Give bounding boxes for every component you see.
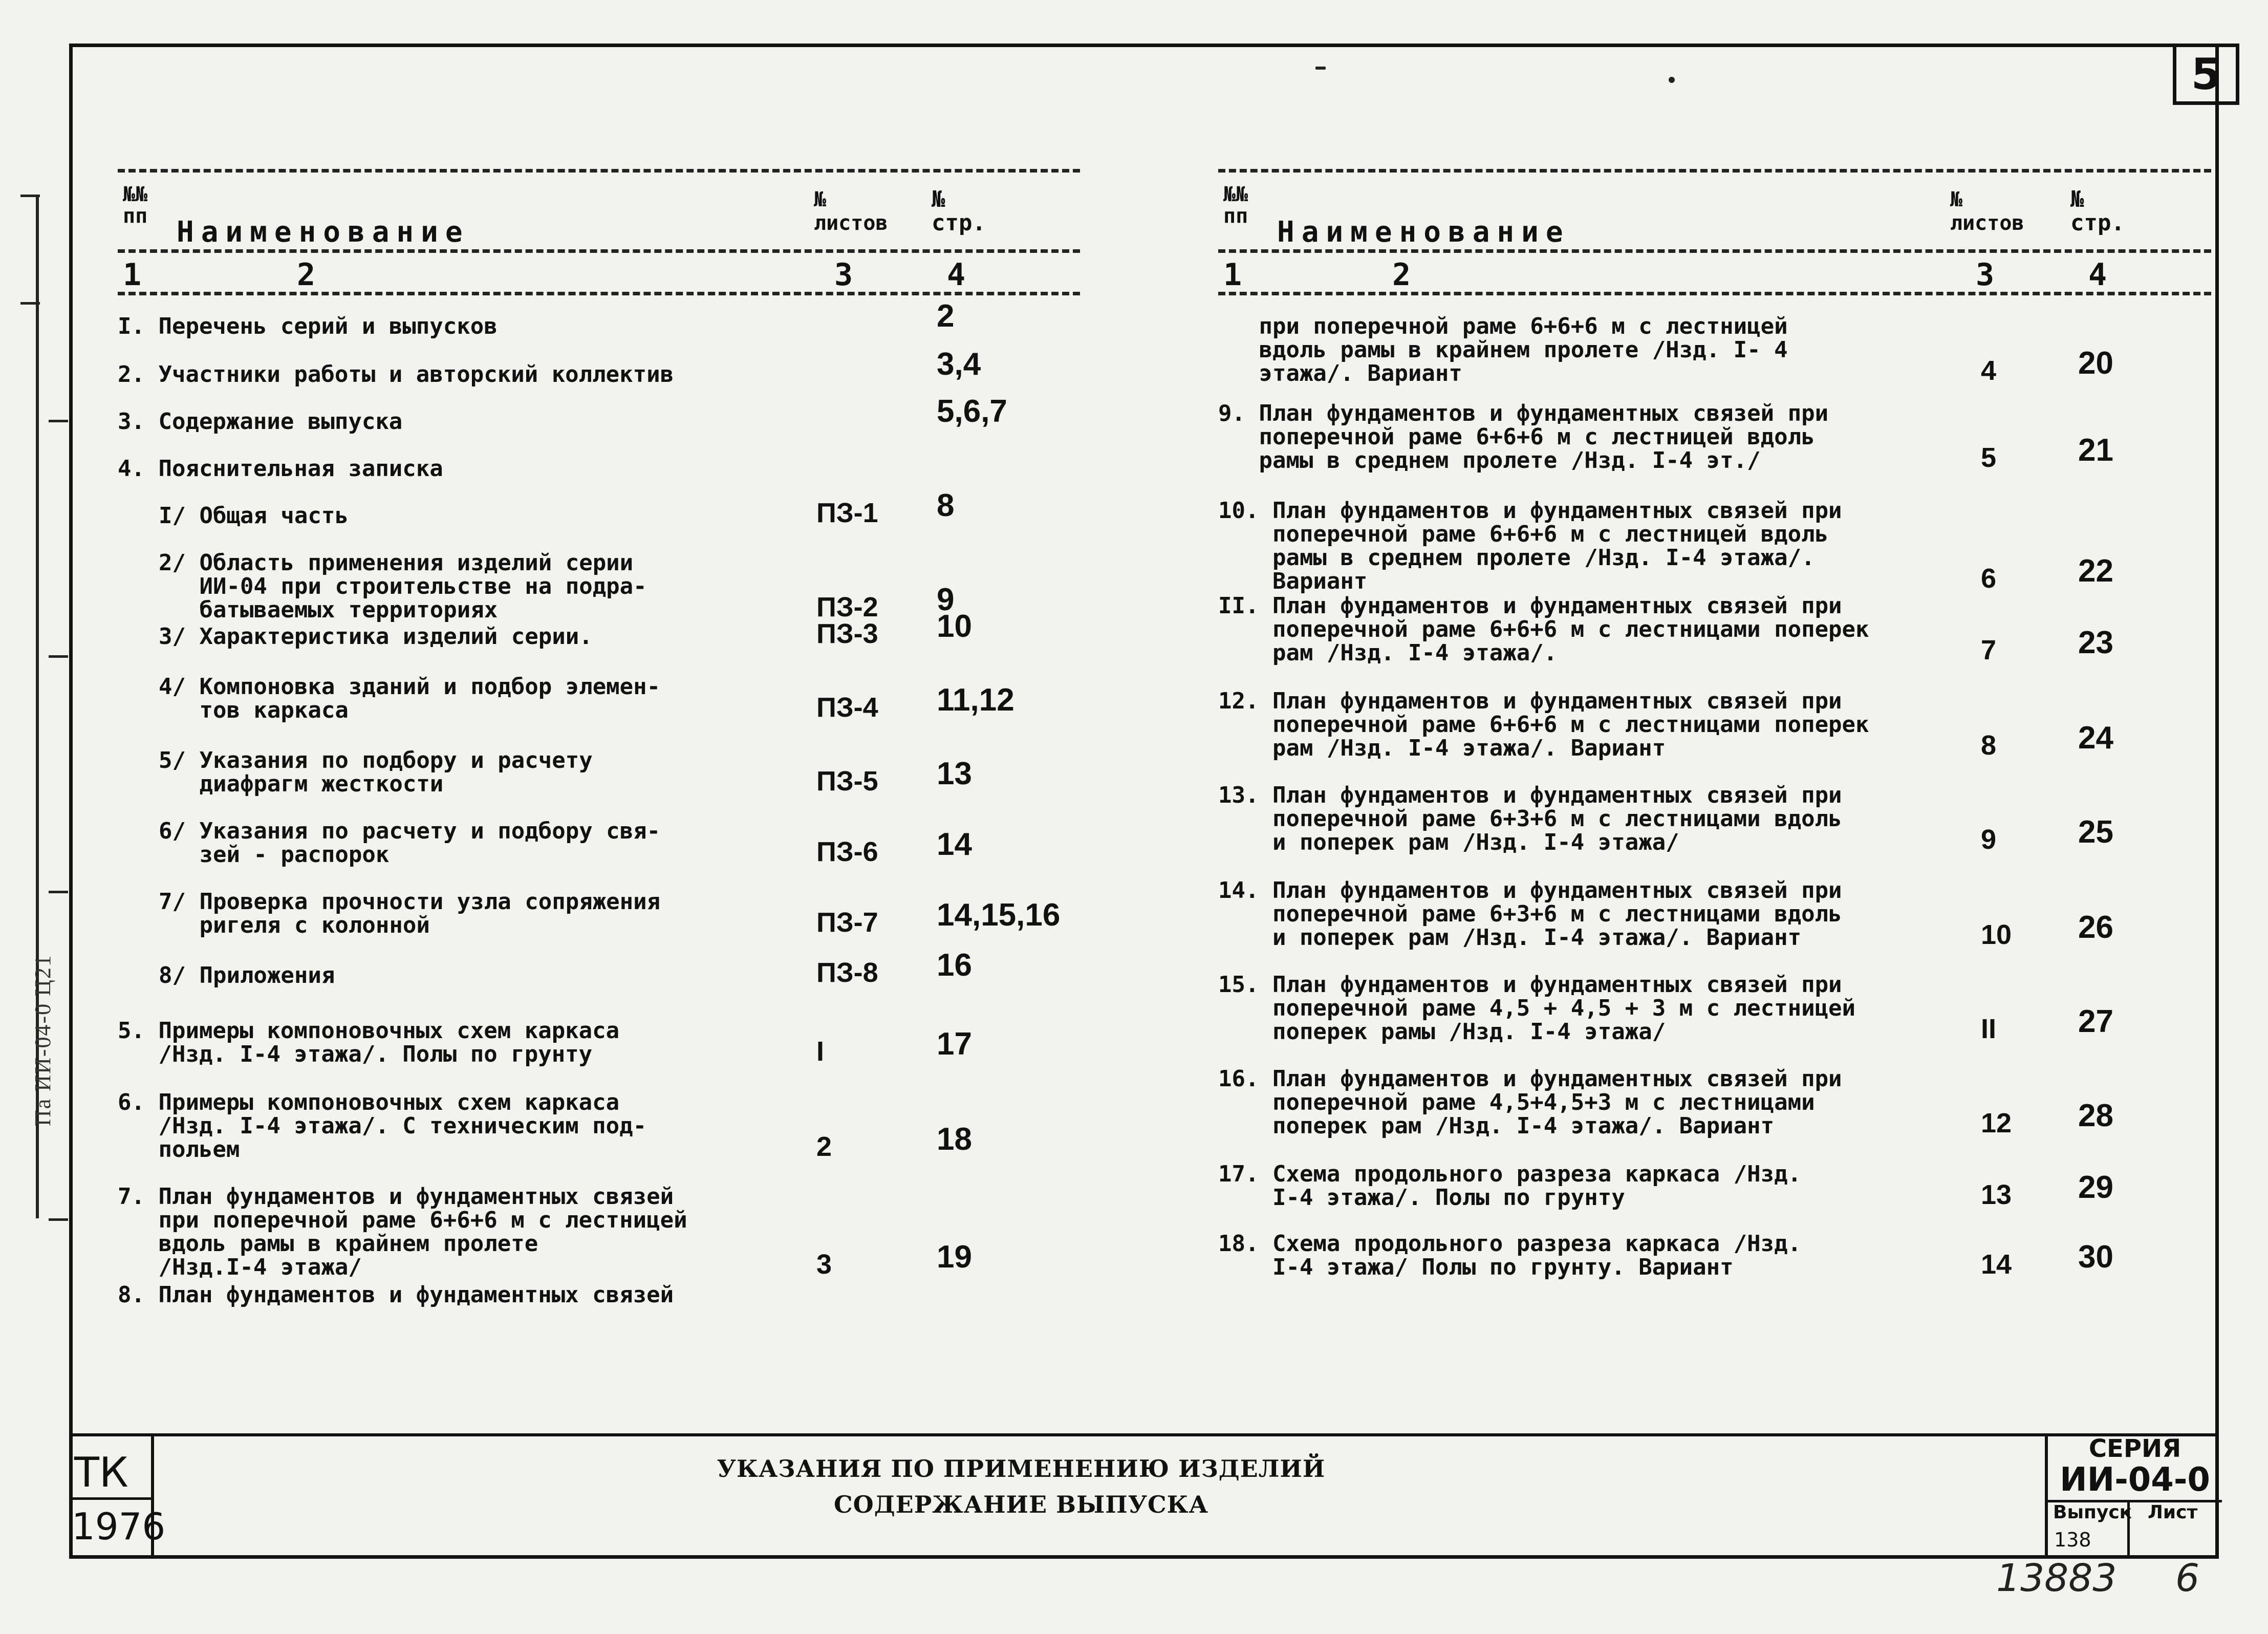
row-sheets: ПЗ-2 [816,592,878,622]
row-title: 10. План фундаментов и фундаментных связей при поперечной раме 6+6+6 м с лестницей вдоль рамы в среднем пролете /Нзд. I-4 этажа/. Вариант [1218,498,1842,594]
row-page: 17 [937,1026,972,1062]
row-title: II. План фундаментов и фундаментных связей при поперечной раме 6+6+6 м с лестницами поперек рам /Нзд. I-4 этажа/. [1218,593,1869,666]
row-page: 10 [937,609,972,644]
row-sheets: ПЗ-8 [816,957,878,988]
row-title: 18. Схема продольного разреза каркаса /Нзд. I-4 этажа/ Полы по грунту. Вариант [1218,1231,1802,1280]
row-sheets: ПЗ-4 [816,692,878,723]
series-label: СЕРИЯ [2088,1434,2181,1463]
row-page: 30 [2078,1239,2113,1275]
col-sheets-header [814,188,888,235]
scan-speck [1669,77,1675,83]
sheet-label: Лист [2148,1502,2198,1523]
col-index: 2 [1392,257,1411,293]
row-sheets: 7 [1981,635,1997,665]
binding-tick [49,1218,68,1221]
row-title: 6. Примеры компоновочных схем каркаса /Нзд. I-4 этажа/. С техническим под- польем [118,1089,647,1163]
contents-table-left [118,169,1080,1308]
row-title: 15. План фундаментов и фундаментных связей при поперечной раме 4,5 + 4,5 + 3 м с лестницей поперек рамы /Нзд. I-4 этажа/ [1218,972,1856,1045]
row-title: 2/ Область применения изделий серии ИИ-04 при строительстве на подра- батываемых территориях [159,550,647,623]
binding-tick [49,655,68,658]
row-page: 28 [2078,1098,2113,1133]
row-title: 13. План фундаментов и фундаментных связей при поперечной раме 6+3+6 м с лестницами вдоль и поперек рам /Нзд. I-4 этажа/ [1218,782,1842,855]
row-title: 2. Участники работы и авторский коллектив [118,361,674,388]
row-page: 11,12 [937,682,1014,718]
contents-table-right [1218,169,2211,1280]
row-page: 21 [2078,433,2113,468]
title-block [69,1433,2219,1559]
doc-title-line-1: УКАЗАНИЯ ПО ПРИМЕНЕНИЮ ИЗДЕЛИЙ [717,1455,1326,1482]
col-index: 1 [123,257,142,293]
series-box [2045,1433,2222,1559]
row-sheets: 12 [1981,1108,2012,1138]
row-sheets: 13 [1981,1179,2012,1210]
row-title: 7/ Проверка прочности узла сопряжения ригеля с колонной [159,889,661,938]
row-page: 3,4 [937,347,981,382]
col-sheets-label: № [814,188,827,211]
col-index: 2 [297,257,316,293]
row-page: 16 [937,948,972,983]
row-page: 26 [2078,910,2113,945]
col-number-label: №№ [123,183,148,206]
table-header [118,173,1080,249]
year: 1976 [72,1505,166,1548]
row-page: 19 [937,1239,972,1275]
col-sheets-label: листов [814,211,888,235]
index-rule [118,292,1080,295]
binding-tick [20,195,40,197]
row-title: 17. Схема продольного разреза каркаса /Нзд. I-4 этажа/. Полы по грунту [1218,1161,1802,1211]
row-title: 14. План фундаментов и фундаментных связей при поперечной раме 6+3+6 м с лестницами вдоль и поперек рам /Нзд. I-4 этажа/. Вариант [1218,877,1842,951]
series-value: ИИ-04-0 [2060,1461,2210,1499]
row-page: 2 [937,298,955,334]
row-sheets: ПЗ-1 [816,498,878,528]
table-top-rule [118,169,1080,173]
col-pages-label: № [932,186,945,212]
row-sheets: ПЗ-3 [816,618,878,649]
row-sheets: ПЗ-5 [816,766,878,797]
doc-number: 13883 [1996,1556,2117,1600]
col-pages-label: стр. [932,210,986,236]
row-page: 8 [937,488,955,523]
row-page: 20 [2078,346,2113,381]
row-title: 3/ Характеристика изделий серии. [159,624,593,650]
col-index: 4 [947,257,966,293]
row-sheets: 2 [816,1131,832,1162]
col-name-header: Наименование [177,216,470,249]
row-page: 22 [2078,553,2113,589]
column-index-row [1218,253,2211,292]
page-number: 5 [2191,49,2221,99]
row-title: 16. План фундаментов и фундаментных связей при поперечной раме 4,5+4,5+3 м с лестницами поперек рам /Нзд. I-4 этажа/. Вариант [1218,1066,1842,1139]
table-header [1218,173,2211,249]
sheet-number: 6 [2175,1556,2200,1600]
row-sheets: 6 [1981,563,1997,594]
column-index-row [118,253,1080,292]
row-title: I/ Общая часть [159,503,349,529]
col-index: 3 [834,257,853,293]
row-title: 7. План фундаментов и фундаментных связей при поперечной раме 6+6+6 м с лестницей вдоль рамы в крайнем пролете /Нзд.I-4 этажа/ [118,1184,687,1280]
col-pages-header [2070,188,2125,235]
row-page: 25 [2078,814,2113,850]
row-title: 4. Пояснительная записка [118,456,443,482]
row-sheets: 8 [1981,730,1997,761]
col-number-header [123,184,147,227]
row-sheets: 9 [1981,824,1997,855]
scan-speck [1315,67,1326,70]
col-sheets-label: № [1950,188,1963,211]
col-pages-label: стр. [2070,210,2125,236]
row-sheets: 5 [1981,442,1997,473]
col-sheets-header [1950,188,2024,235]
side-stamp: Па ИИ-04-0 Ц21 [30,954,55,1126]
org-code: ТК [74,1449,128,1496]
row-sheets: ПЗ-6 [816,836,878,867]
header-rule [118,249,1080,253]
row-title: при поперечной раме 6+6+6 м с лестницей вдоль рамы в крайнем пролете /Нзд. I- 4 этажа/. Вариант [1259,313,1788,386]
col-number-label: №№ [1223,183,1248,206]
col-index: 3 [1976,257,1995,293]
row-sheets: ПЗ-7 [816,907,878,938]
col-sheets-label: листов [1950,211,2024,235]
row-title: 4/ Компоновка зданий и подбор элемен- тов каркаса [159,674,661,723]
col-number-header [1223,184,1248,227]
row-sheets: 14 [1981,1249,2012,1280]
row-page: 9 [937,582,955,617]
binding-tick [49,420,68,422]
doc-title-line-2: СОДЕРЖАНИЕ ВЫПУСКА [834,1491,1208,1518]
row-page: 18 [937,1122,972,1157]
table-top-rule [1218,169,2211,173]
issue-label: Выпуск [2053,1502,2132,1523]
header-rule [1218,249,2211,253]
row-page: 14,15,16 [937,897,1061,933]
col-index: 1 [1223,257,1242,293]
row-page: 23 [2078,625,2113,660]
row-sheets: 3 [816,1249,832,1280]
binding-tick [49,891,68,893]
row-title: 6/ Указания по расчету и подбору свя- зей - распорок [159,818,661,868]
col-number-label: пп [1223,204,1248,228]
row-page: 5,6,7 [937,394,1007,429]
col-pages-label: № [2070,186,2084,212]
index-rule [1218,292,2211,295]
row-sheets: 4 [1981,355,1997,386]
col-name-header: Наименование [1277,216,1570,249]
col-pages-header [932,188,986,235]
row-title: 8/ Приложения [159,962,335,988]
row-title: 3. Содержание выпуска [118,408,403,435]
row-page: 27 [2078,1004,2113,1039]
row-sheets: 10 [1981,919,2012,950]
page-number-box [2173,44,2239,105]
row-title: 8. План фундаментов и фундаментных связей [118,1282,674,1308]
row-title: I. Перечень серий и выпусков [118,313,498,339]
title-block-rule [69,1433,2219,1436]
row-page: 29 [2078,1170,2113,1205]
row-title: 9. План фундаментов и фундаментных связей при поперечной раме 6+6+6 м с лестницей вдоль рамы в среднем пролете /Нзд. I-4 эт./ [1218,400,1829,474]
row-sheets: I [816,1036,825,1067]
row-sheets: II [1981,1014,1997,1044]
row-title: 5. Примеры компоновочных схем каркаса /Нзд. I-4 этажа/. Полы по грунту [118,1018,620,1067]
row-page: 14 [937,827,972,862]
row-page: 13 [937,756,972,791]
row-title: 5/ Указания по подбору и расчету диафрагм жесткости [159,747,593,797]
col-number-label: пп [123,204,148,228]
issue-value: 138 [2054,1529,2091,1551]
binding-tick [20,302,40,305]
col-index: 4 [2088,257,2107,293]
row-title: 12. План фундаментов и фундаментных связей при поперечной раме 6+6+6 м с лестницами поперек рам /Нзд. I-4 этажа/. Вариант [1218,688,1869,761]
row-page: 24 [2078,720,2113,756]
